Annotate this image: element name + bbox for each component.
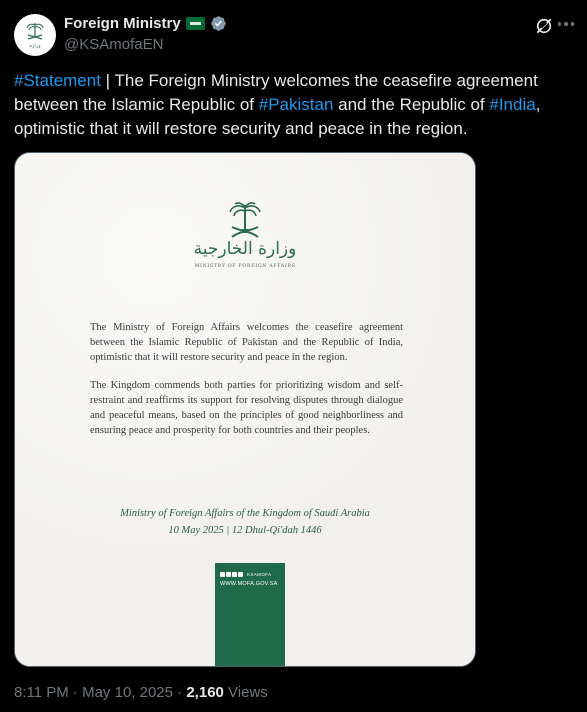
- tweet-text: [14, 69, 574, 141]
- views-label: Views: [223, 684, 268, 701]
- saudi-flag-icon: [186, 17, 205, 30]
- hashtag-pakistan[interactable]: #Pakistan: [258, 95, 334, 114]
- svg-text:وزارة: وزارة: [29, 43, 41, 49]
- ministry-subtitle: MINISTRY OF FOREIGN AFFAIRS: [194, 263, 296, 269]
- tweet-text-part-1: | The Foreign Ministry welcomes the ceasefire agreement between the Islamic Republic of: [14, 71, 538, 114]
- tweet-image[interactable]: [14, 152, 476, 667]
- youtube-icon: [232, 572, 237, 577]
- more-options-icon[interactable]: [558, 22, 575, 26]
- account-handle[interactable]: @KSAmofaEN: [64, 36, 164, 53]
- statement-body: [90, 320, 403, 451]
- account-name-row: [64, 15, 227, 32]
- statement-signature: Ministry of Foreign Affairs of the Kingdom of Saudi Arabia: [120, 508, 370, 519]
- contact-card: [215, 563, 285, 666]
- account-name[interactable]: Foreign Ministry: [64, 15, 181, 32]
- tweet-text-part-3: , optimistic that it will restore security and peace in the region.: [14, 95, 541, 138]
- tweet-header: [14, 12, 574, 60]
- statement-signature-block: [15, 505, 475, 539]
- meta-separator: ·: [68, 684, 83, 701]
- tweet-date[interactable]: May 10, 2025: [82, 684, 173, 701]
- ministry-emblem-icon: [20, 20, 50, 50]
- statement-document: [15, 153, 475, 666]
- tweet-time[interactable]: 8:11 PM: [14, 684, 69, 701]
- statement-date: 10 May 2025 | 12 Dhul-Qi'dah 1446: [168, 525, 322, 536]
- facebook-icon: [226, 572, 231, 577]
- statement-paragraph-1: The Ministry of Foreign Affairs welcomes the ceasefire agreement between the Islamic Republic of Pakistan and the Republic of India, optimistic that it will restore security and peace in the region.: [90, 322, 403, 363]
- social-handle: KSAMOFA: [247, 572, 272, 577]
- website-url: WWW.MOFA.GOV.SA: [220, 581, 278, 587]
- meta-separator-2: ·: [173, 684, 187, 701]
- instagram-icon: [220, 572, 225, 577]
- hashtag-statement[interactable]: #Statement: [14, 71, 101, 90]
- tweet-text-part-2: and the Republic of: [333, 95, 490, 114]
- ministry-arabic-title: وزارة الخارجية: [193, 239, 297, 259]
- social-row: [220, 572, 272, 577]
- statement-paragraph-2: The Kingdom commends both parties for prioritizing wisdom and self-restraint and reaffirms its support for resolving disputes through dialogue and peaceful means, based on the principles of good neighborliness and ensuring peace and prosperity for both countries and their peoples.: [90, 380, 403, 436]
- x-logo-icon: [238, 572, 243, 577]
- hashtag-india[interactable]: #India: [489, 95, 536, 114]
- tweet-meta: [14, 684, 268, 701]
- views-count: 2,160: [186, 684, 224, 701]
- verified-badge-icon[interactable]: [210, 15, 227, 32]
- grok-icon[interactable]: [534, 16, 554, 36]
- avatar[interactable]: [14, 14, 56, 56]
